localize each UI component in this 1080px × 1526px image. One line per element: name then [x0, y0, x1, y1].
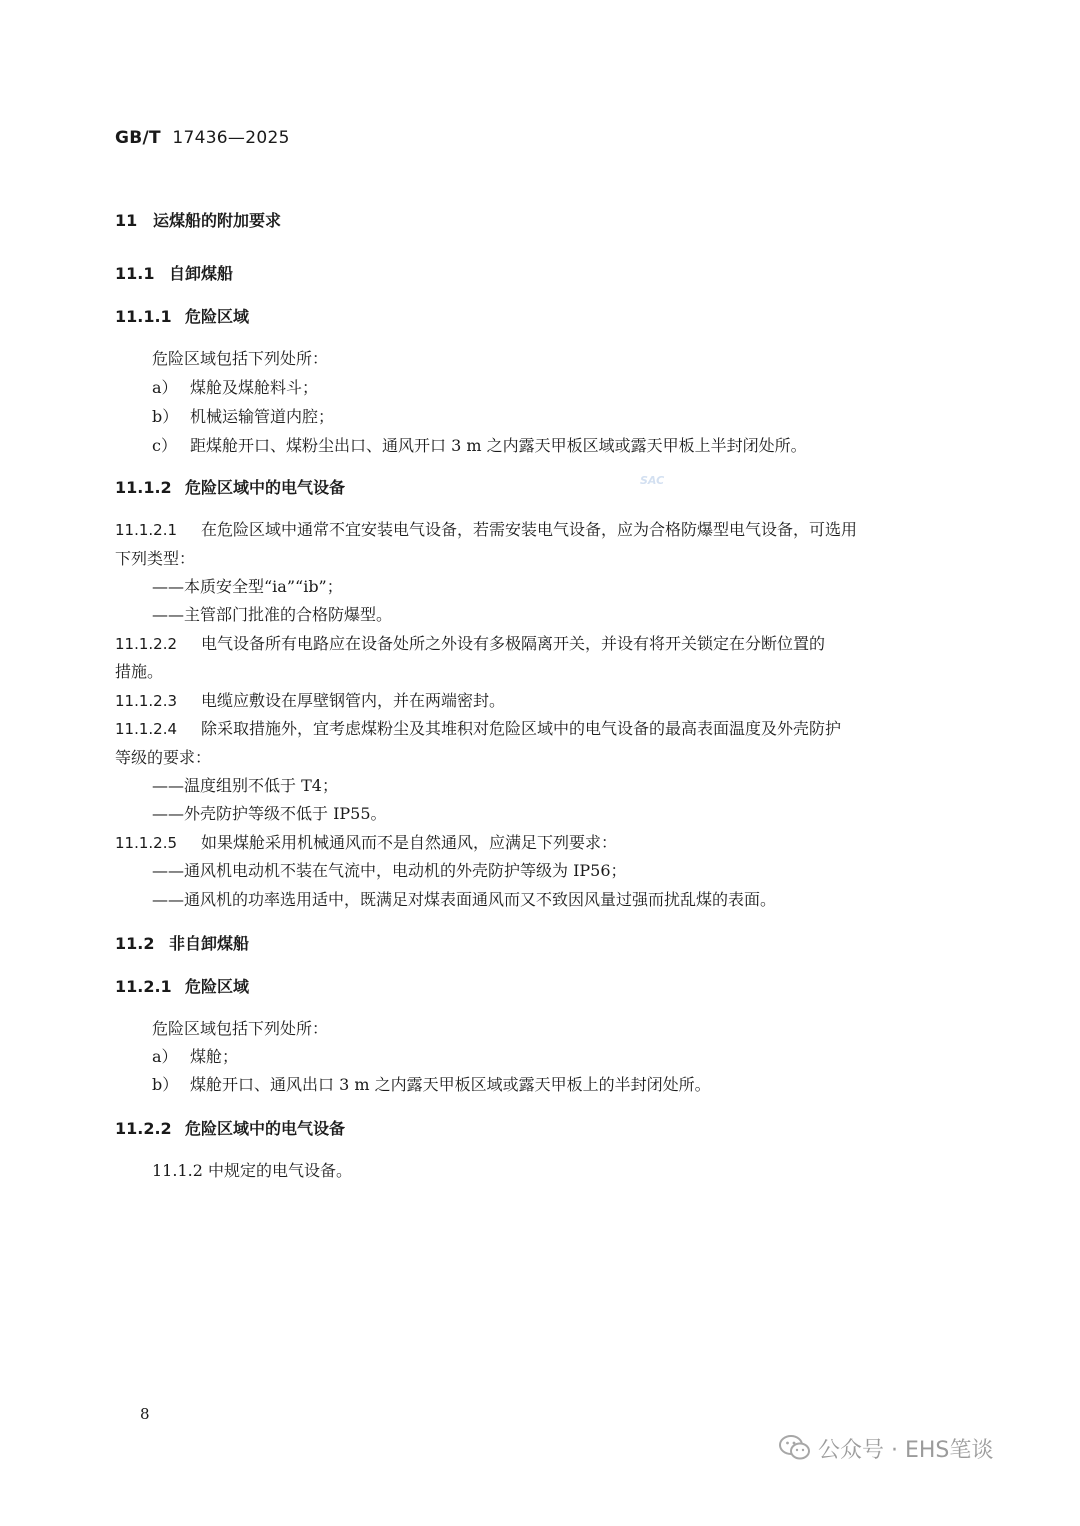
- paragraph: 11.1.2 中规定的电气设备。: [152, 1161, 352, 1180]
- dash-item: ——主管部门批准的合格防爆型。: [152, 605, 393, 624]
- dash-item: ——温度组别不低于 T4；: [152, 776, 338, 795]
- page-number: 8: [140, 1405, 150, 1423]
- sac-logo-watermark: SAC: [640, 474, 665, 487]
- standard-number: GB/T 17436—2025: [115, 128, 290, 148]
- list-item: a） 煤舱及煤舱料斗；: [152, 378, 319, 397]
- list-item: c） 距煤舱开口、煤粉尘出口、通风开口 3 m 之内露天甲板区域或露天甲板上半封闭处所。: [152, 436, 807, 455]
- section-11-2-2-heading: 11.2.2 危险区域中的电气设备: [115, 1119, 346, 1138]
- clause-11-1-2-3: 11.1.2.3 电缆应敷设在厚壁钢管内，并在两端密封。: [115, 691, 506, 710]
- list-item: a） 煤舱；: [152, 1047, 239, 1066]
- dash-item: ——通风机的功率选用适中，既满足对煤表面通风而又不致因风量过强而扰乱煤的表面。: [152, 890, 777, 909]
- paragraph: 危险区域包括下列处所：: [152, 1019, 329, 1038]
- section-11-2-1-heading: 11.2.1 危险区域: [115, 977, 250, 996]
- dash-item: ——外壳防护等级不低于 IP55。: [152, 804, 387, 823]
- section-11-2-heading: 11.2 非自卸煤船: [115, 934, 250, 953]
- section-11-heading: 11 运煤船的附加要求: [115, 211, 282, 230]
- clause-continuation: 措施。: [115, 662, 164, 681]
- dash-item: ——本质安全型“ia”“ib”；: [152, 577, 343, 596]
- clause-continuation: 下列类型：: [115, 549, 196, 568]
- clause-continuation: 等级的要求：: [115, 748, 212, 767]
- footer-watermark-text: 公众号 · EHS笔谈: [818, 1437, 994, 1463]
- footer-watermark: [778, 1428, 993, 1468]
- list-item: b） 煤舱开口、通风出口 3 m 之内露天甲板区域或露天甲板上的半封闭处所。: [152, 1075, 711, 1094]
- clause-11-1-2-1: 11.1.2.1 在危险区域中通常不宜安装电气设备，若需安装电气设备，应为合格防爆型电气设备，可选用: [115, 520, 858, 539]
- wechat-icon: [778, 1434, 812, 1462]
- dash-item: ——通风机电动机不装在气流中，电动机的外壳防护等级为 IP56；: [152, 861, 627, 880]
- list-item: b） 机械运输管道内腔；: [152, 407, 335, 426]
- clause-11-1-2-2: 11.1.2.2 电气设备所有电路应在设备处所之外设有多极隔离开关，并设有将开关锁定在分断位置的: [115, 634, 826, 653]
- clause-11-1-2-4: 11.1.2.4 除采取措施外，宜考虑煤粉尘及其堆积对危险区域中的电气设备的最高表面温度及外壳防护: [115, 719, 842, 738]
- section-11-1-heading: 11.1 自卸煤船: [115, 264, 234, 283]
- section-11-1-2-heading: 11.1.2 危险区域中的电气设备: [115, 478, 346, 497]
- paragraph: 危险区域包括下列处所：: [152, 349, 329, 368]
- clause-11-1-2-5: 11.1.2.5 如果煤舱采用机械通风而不是自然通风，应满足下列要求：: [115, 833, 618, 852]
- section-11-1-1-heading: 11.1.1 危险区域: [115, 307, 250, 326]
